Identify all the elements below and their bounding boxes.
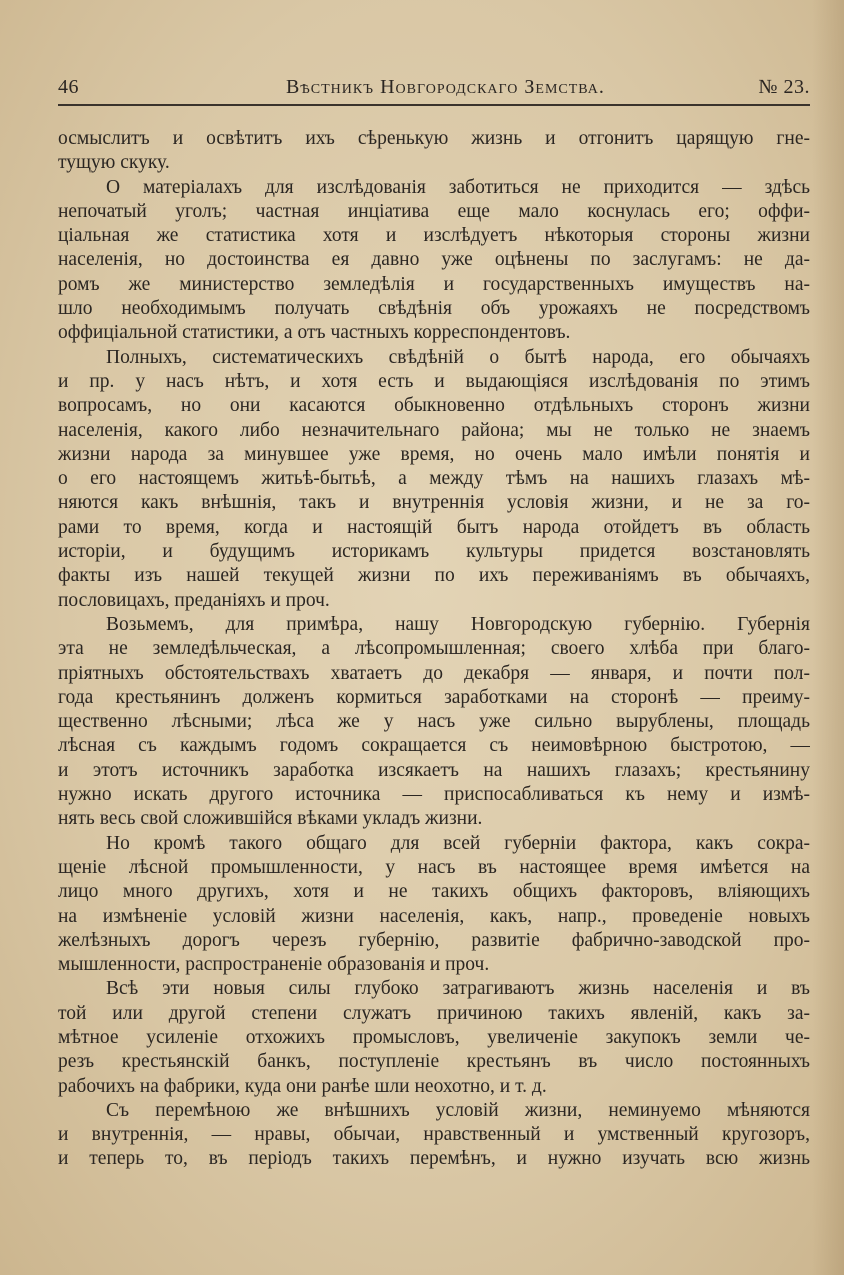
running-title: Вѣстникъ Новгородскаго Земства. [286, 76, 605, 98]
text-line: оффиціальной статистики, а отъ частныхъ корреспондентовъ. [58, 322, 571, 344]
text-line: лѣсная съ каждымъ годомъ сокращается съ неимовѣрною быстротою, — [58, 735, 810, 757]
text-line: на измѣненіе условій жизни населенія, какъ, напр., проведеніе новыхъ [58, 905, 810, 927]
text-line: и этотъ источникъ заработка изсякаетъ на нашихъ глазахъ; крестьянину [58, 759, 810, 781]
text-line: шло необходимымъ получать свѣдѣнія объ урожаяхъ не посредствомъ [58, 298, 810, 320]
text-line: эта не земледѣльческая, а лѣсопромышленная; своего хлѣба при благо- [58, 638, 810, 660]
page-edge-shadow [812, 0, 844, 1275]
text-line: непочатый уголъ; частная инціатива еще мало коснулась его; оффи- [58, 200, 810, 222]
text-line: осмыслитъ и освѣтитъ ихъ сѣренькую жизнь и отгонитъ царящую гне- [58, 128, 810, 149]
text-line: нять весь свой сложившійся вѣками укладъ жизни. [58, 808, 483, 830]
page-number: 46 [58, 76, 79, 98]
text-line: Возьмемъ, для примѣра, нашу Новгородскую губернію. Губернія [106, 613, 810, 635]
text-line: и пр. у насъ нѣтъ, и хотя есть и выдающіяся изслѣдованія по этимъ [58, 370, 810, 392]
text-line: Но кромѣ такого общаго для всей губерніи фактора, какъ сокра- [106, 832, 810, 854]
text-line: О матеріалахъ для изслѣдованія заботиться не приходится — здѣсь [106, 176, 810, 198]
text-line: желѣзныхъ дорогъ черезъ губернію, развитіе фабрично-заводской про- [58, 929, 810, 951]
text-line: ромъ же министерство земледѣлія и государственныхъ имуществъ на- [58, 273, 810, 295]
text-line: года крестьянинъ долженъ кормиться заработками на сторонѣ — преиму- [58, 686, 810, 708]
text-line: и внутреннія, — нравы, обычаи, нравственный и умственный кругозоръ, [58, 1124, 810, 1146]
text-line: ціальная же статистика хотя и изслѣдуетъ нѣкоторыя стороны жизни [58, 225, 810, 247]
text-line: населенія, но достоинства ея давно уже оцѣнены по заслугамъ: не да- [58, 249, 810, 271]
text-line: лицо много другихъ, хотя и не такихъ общихъ факторовъ, вліяющихъ [58, 881, 810, 903]
text-line: Всѣ эти новыя силы глубоко затрагиваютъ жизнь населенія и въ [106, 978, 810, 1000]
text-line: исторіи, и будущимъ историкамъ культуры придется возстановлять [58, 541, 810, 563]
text-line: рами то время, когда и настоящій бытъ народа отойдетъ въ область [58, 516, 810, 538]
text-line: мѣтное усиленіе отхожихъ промысловъ, увеличеніе закупокъ земли че- [58, 1026, 810, 1048]
text-line: щественно лѣсными; лѣса же у насъ уже сильно вырублены, площадь [58, 711, 810, 733]
page-header [58, 74, 810, 104]
text-line: о его настоящемъ житьѣ-бытьѣ, а между тѣмъ на нашихъ глазахъ мѣ- [58, 468, 810, 490]
text-line: тущую скуку. [58, 152, 170, 174]
text-line: Съ перемѣною же внѣшнихъ условій жизни, неминуемо мѣняются [106, 1099, 810, 1121]
text-line: щеніе лѣсной промышленности, у насъ въ настоящее время имѣется на [58, 856, 810, 878]
text-line: пріятныхъ обстоятельствахъ хватаетъ до декабря — января, и почти пол- [58, 662, 810, 684]
text-line: пословицахъ, преданіяхъ и проч. [58, 589, 330, 611]
text-line: факты изъ нашей текущей жизни по ихъ переживаніямъ въ обычаяхъ, [58, 565, 810, 587]
issue-number: № 23. [758, 76, 810, 98]
text-line: мышленности, распространеніе образованія и проч. [58, 954, 490, 976]
text-line: той или другой степени служатъ причиною такихъ явленій, какъ за- [58, 1002, 810, 1024]
text-line: рабочихъ на фабрики, куда они ранѣе шли неохотно, и т. д. [58, 1075, 547, 1097]
text-line: Полныхъ, систематическихъ свѣдѣній о бытѣ народа, его обычаяхъ [106, 346, 810, 368]
body-text [58, 127, 810, 1172]
text-line: и теперь то, въ періодъ такихъ перемѣнъ, и нужно изучать всю жизнь [58, 1148, 810, 1170]
text-line: няются какъ внѣшнія, такъ и внутреннія условія жизни, и не за го- [58, 492, 810, 514]
text-line: жизни народа за минувшее уже время, но очень мало имѣли понятія и [58, 443, 810, 465]
text-line: нужно искать другого источника — приспосабливаться къ нему и измѣ- [58, 784, 810, 806]
text-line: населенія, какого либо незначительнаго района; мы не только не знаемъ [58, 419, 810, 441]
header-rule [58, 104, 810, 106]
text-line: резъ крестьянскій банкъ, поступленіе крестьянъ въ число постоянныхъ [58, 1051, 810, 1073]
text-line: вопросамъ, но они касаются обыкновенно отдѣльныхъ сторонъ жизни [58, 395, 810, 417]
